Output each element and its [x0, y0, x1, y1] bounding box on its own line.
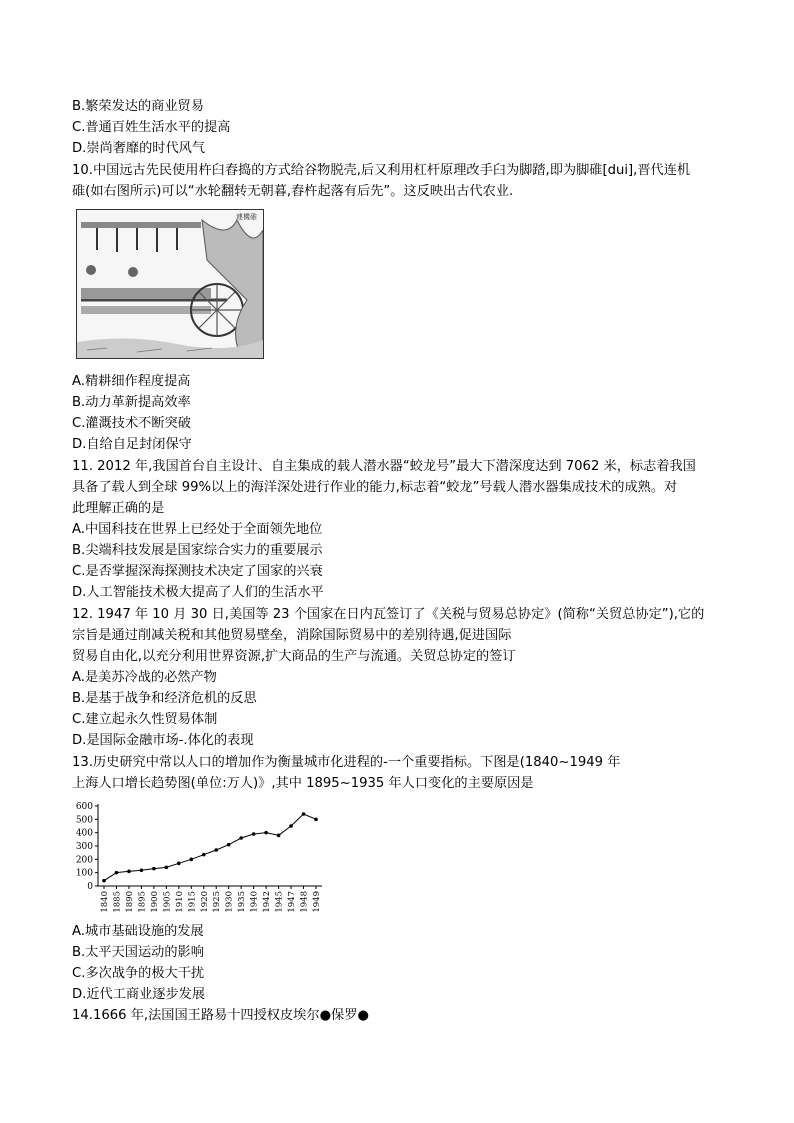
x-tick-label: 1895 [137, 891, 148, 913]
data-point [102, 879, 106, 883]
x-tick-label: 1935 [237, 891, 248, 913]
option-b-q13: B.太平天国运动的影响 [72, 945, 204, 960]
data-point [227, 843, 231, 847]
option-c-q13: C.多次战争的极大干扰 [72, 966, 205, 981]
option-c-q11: C.是否掌握深海探测技术决定了国家的兴衰 [72, 564, 323, 579]
y-tick-label: 400 [75, 828, 93, 839]
y-tick-label: 0 [87, 882, 93, 892]
x-tick-label: 1930 [224, 891, 235, 913]
data-point [115, 871, 119, 875]
option-b-q10: B.动力革新提高效率 [72, 395, 191, 410]
option-b-q12: B.是基于战争和经济危机的反思 [72, 691, 257, 706]
data-point [314, 818, 318, 822]
x-tick-label: 1915 [187, 891, 198, 913]
data-point [264, 831, 268, 835]
option-b-q9: B.繁荣发达的商业贸易 [72, 99, 204, 114]
x-tick-label: 1900 [149, 891, 160, 913]
y-tick-label: 200 [75, 855, 93, 866]
x-tick-label: 1920 [199, 891, 210, 913]
x-tick-label: 1885 [112, 891, 123, 913]
population-series-line [104, 814, 316, 881]
data-point [214, 848, 218, 852]
question-11-stem-2: 具备了载人到全球 99%以上的海洋深处进行作业的能力,标志着“蛟龙”号载人潜水器集成技术的成熟。对 [72, 480, 678, 495]
option-a-q10: A.精耕细作程度提高 [72, 374, 191, 389]
option-d-q12: D.是国际金融市场-.体化的表现 [72, 733, 254, 748]
x-tick-label: 1945 [274, 891, 285, 913]
y-tick-label: 600 [75, 802, 93, 812]
water-powered-trip-hammer-illustration [76, 209, 264, 359]
option-d-q10: D.自给自足封闭保守 [72, 437, 192, 452]
question-11-stem: 11. 2012 年,我国首台自主设计、自主集成的载人潜水器“蛟龙号”最大下潜深度达到 7062 米，标志着我国 [72, 459, 696, 474]
data-point [289, 824, 293, 828]
data-point [189, 858, 193, 862]
y-tick-label: 300 [75, 842, 93, 852]
data-point [239, 836, 243, 840]
x-tick-label: 1925 [212, 891, 223, 913]
question-10-stem: 10.中国远古先民使用杵臼舂捣的方式给谷物脱壳,后又利用杠杆原理改手臼为脚踏,即为脚碓[dui],晋代连机 [72, 163, 691, 178]
data-point [127, 870, 131, 874]
option-d-q11: D.人工智能技术极大提高了人们的生活水平 [72, 585, 324, 600]
question-13-stem: 13.历史研究中常以人口的增加作为衡量城市化进程的-一个重要指标。下图是(1840~1949 年 [72, 755, 621, 770]
x-tick-label: 1910 [174, 891, 185, 913]
x-tick-label: 1948 [299, 891, 310, 913]
x-tick-label: 1905 [162, 891, 173, 913]
option-c-q9: C.普通百姓生活水平的提高 [72, 120, 231, 135]
illustration-caption: 連機碓 [236, 213, 257, 221]
question-12-stem: 12. 1947 年 10 月 30 日,美国等 23 个国家在日内瓦签订了《关税与贸易总协定》(简称“关贸总协定”),它的 [72, 607, 705, 622]
x-tick-label: 1890 [124, 891, 135, 913]
question-10-stem-2: 碓(如右图所示)可以“水轮翻转无朝暮,舂杵起落有后先”。这反映出古代农业. [72, 184, 514, 199]
data-point [177, 862, 181, 866]
data-point [152, 867, 156, 871]
y-tick-label: 500 [75, 815, 93, 826]
x-tick-label: 1942 [262, 891, 273, 913]
x-tick-label: 1947 [287, 891, 298, 913]
question-12-stem-3: 贸易自由化,以充分利用世界资源,扩大商品的生产与流通。关贸总协定的签订 [72, 649, 516, 664]
data-point [302, 812, 306, 816]
trip-hammer-drawing [77, 210, 263, 358]
option-c-q10: C.灌溉技术不断突破 [72, 416, 191, 431]
y-tick-label: 100 [75, 868, 93, 879]
option-c-q12: C.建立起永久性贸易体制 [72, 712, 218, 727]
data-point [202, 853, 206, 857]
x-tick-label: 1840 [100, 891, 110, 913]
data-point [165, 866, 169, 870]
x-tick-label: 1949 [312, 891, 322, 913]
x-tick-label: 1940 [249, 891, 260, 913]
data-point [140, 868, 144, 872]
option-d-q13: D.近代工商业逐步发展 [72, 987, 206, 1002]
data-point [252, 832, 256, 836]
option-a-q12: A.是美苏冷战的必然产物 [72, 670, 217, 685]
question-11-stem-3: 此理解正确的是 [72, 501, 165, 516]
question-14-stem: 14.1666 年,法国国王路易十四授权皮埃尔●保罗● [72, 1008, 369, 1023]
question-13-stem-2: 上海人口增长趋势图(单位:万人)》,其中 1895~1935 年人口变化的主要原因是 [72, 776, 534, 791]
question-12-stem-2: 宗旨是通过削减关税和其他贸易壁垒，消除国际贸易中的差别待遇,促进国际 [72, 628, 512, 643]
data-point [277, 834, 281, 838]
option-b-q11: B.尖端科技发展是国家综合实力的重要展示 [72, 543, 323, 558]
option-d-q9: D.崇尚奢靡的时代风气 [72, 141, 206, 156]
option-a-q13: A.城市基础设施的发展 [72, 924, 204, 939]
shanghai-population-chart [60, 798, 330, 916]
option-a-q11: A.中国科技在世界上已经处于全面领先地位 [72, 522, 323, 537]
